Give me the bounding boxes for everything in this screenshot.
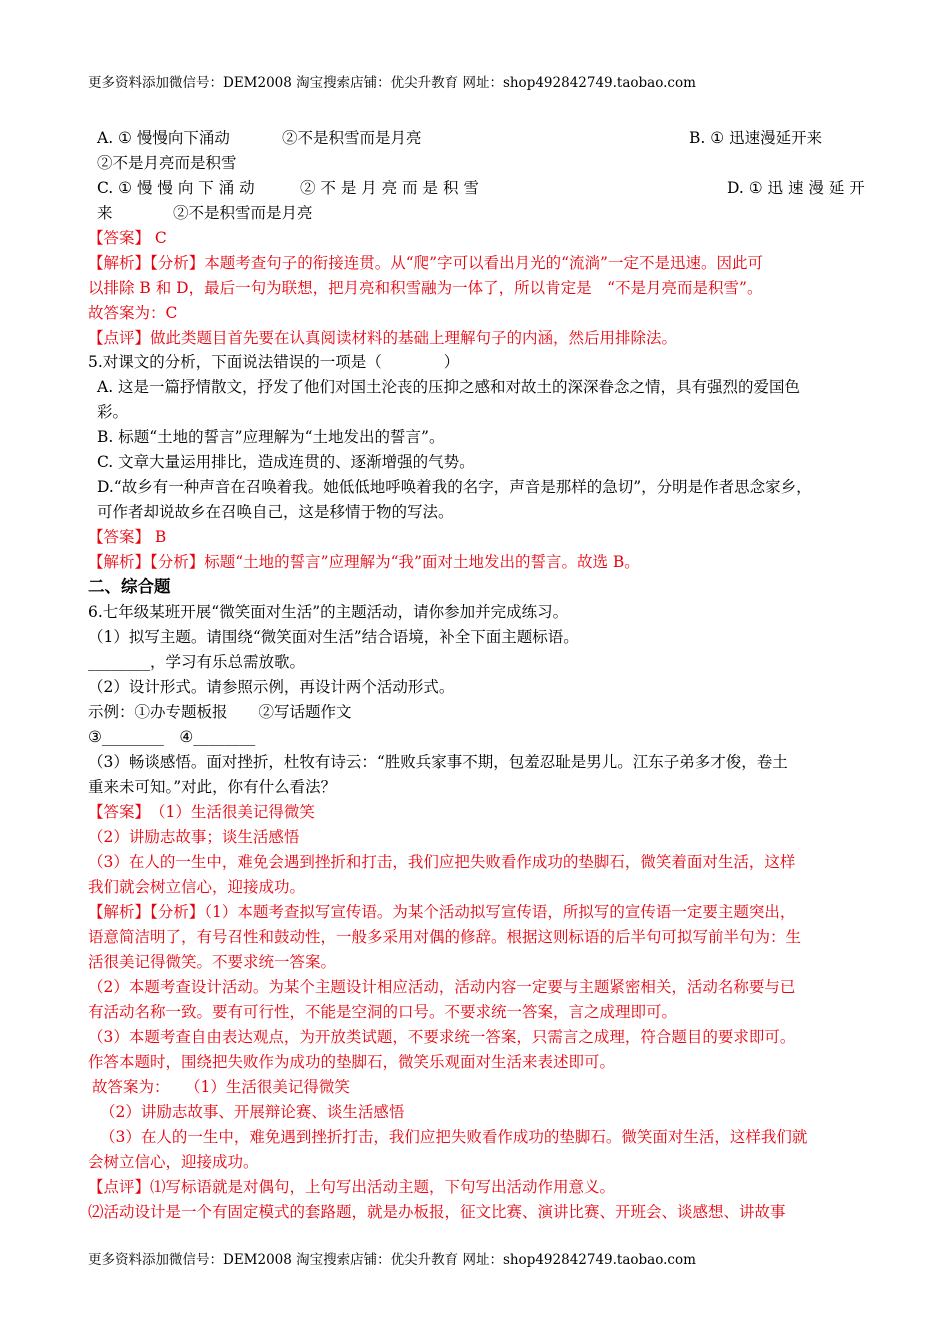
q4-analysis-line2: 以排除 B 和 D，最后一句为联想，把月亮和积雪融为一体了，所以肯定是 “不是月亮而是积雪”。 xyxy=(88,279,763,297)
q6-stem: 6.七年级某班开展“微笑面对生活”的主题活动，请你参加并完成练习。 xyxy=(88,603,569,621)
q6-answer-line3: （3）在人的一生中，难免会遇到挫折和打击，我们应把失败看作成功的垫脚石，微笑着面对生活，这样 xyxy=(88,853,796,871)
q5-option-d-line2: 可作者却说故乡在召唤自己，这是移情于物的写法。 xyxy=(97,503,454,521)
q4-option-a-part2: ②不是积雪而是月亮 xyxy=(282,129,422,147)
q4-analysis-line1: 【解析】【分析】本题考查句子的衔接连贯。从“爬”字可以看出月光的“流淌”一定不是迅速。因此可 xyxy=(88,254,763,272)
q5-option-b: B. 标题“土地的誓言”应理解为“土地发出的誓言”。 xyxy=(97,428,445,446)
q6-part3-line2: 重来未可知。”对此，你有什么看法？ xyxy=(88,778,337,796)
q4-option-d-part3: ②不是积雪而是月亮 xyxy=(173,204,313,222)
q4-option-b: B. ① 迅速漫延开来 xyxy=(689,129,823,147)
q5-analysis: 【解析】【分析】标题“土地的誓言”应理解为“我”面对土地发出的誓言。故选 B。 xyxy=(88,553,640,571)
q6-answer-line4: 我们就会树立信心，迎接成功。 xyxy=(88,878,306,896)
q6-part2: （2）设计形式。请参照示例，再设计两个活动形式。 xyxy=(88,678,455,696)
q6-answer-line2: （2）讲励志故事；谈生活感悟 xyxy=(88,828,300,846)
q4-option-c-part2: ② 不 是 月 亮 而 是 积 雪 xyxy=(300,179,479,197)
q4-option-a: A. ① 慢慢向下涌动 xyxy=(97,129,230,147)
q6-part2-blanks: ③________ ④________ xyxy=(88,728,256,746)
q5-option-a-line1: A. 这是一篇抒情散文，抒发了他们对国土沦丧的压抑之感和对故土的深深眷念之情，具有强烈的爱国色 xyxy=(97,378,801,396)
q6-comment-line1: 【点评】⑴写标语就是对偶句，上句写出活动主题，下句写出活动作用意义。 xyxy=(88,1178,616,1196)
q6-part2-example: 示例：①办专题板报 ②写话题作文 xyxy=(88,703,352,721)
q6-analysis-line3: 活很美记得微笑。不要求统一答案。 xyxy=(88,953,337,971)
q6-final-line3: （3）在人的一生中，难免遇到挫折打击，我们应把失败看作成功的垫脚石。微笑面对生活，这样我们就 xyxy=(100,1128,808,1146)
q6-answer-line1: 【答案】 （1）生活很美记得微笑 xyxy=(88,803,315,821)
q6-part3-line1: （3）畅谈感悟。面对挫折，杜牧有诗云：“胜败兵家事不期，包羞忍耻是男儿。江东子弟多才俊，卷土 xyxy=(88,753,788,771)
q4-option-c: C. ① 慢 慢 向 下 涌 动 xyxy=(97,179,255,197)
q4-final-answer: 故答案为：C xyxy=(88,304,178,322)
page-header: 更多资料添加微信号：DEM2008 淘宝搜索店铺：优尖升教育 网址：shop492842749.taobao.com xyxy=(88,75,696,91)
q6-comment-line2: ⑵活动设计是一个有固定模式的套路题，就是办板报，征文比赛、演讲比赛、开班会、谈感想、讲故事 xyxy=(88,1203,786,1221)
q5-option-c: C. 文章大量运用排比，造成连贯的、逐渐增强的气势。 xyxy=(97,453,475,471)
q4-option-d: D. ① 迅 速 漫 延 开 xyxy=(727,179,865,197)
q4-option-d-part2: 来 xyxy=(97,204,113,222)
q5-option-d-line1: D.“故乡有一种声音在召唤着我。她低低地呼唤着我的名字，声音是那样的急切”，分明是作者思念家乡， xyxy=(97,478,812,496)
q5-stem: 5.对课文的分析，下面说法错误的一项是（ ） xyxy=(88,353,460,371)
q6-final-line4: 会树立信心，迎接成功。 xyxy=(88,1153,259,1171)
q5-option-a-line2: 彩。 xyxy=(97,403,129,421)
q6-analysis-line2: 语意简洁明了，有号召性和鼓动性，一般多采用对偶的修辞。根据这则标语的后半句可拟写前半句为：生 xyxy=(88,928,802,946)
q4-option-b-part2: ②不是月亮而是积雪 xyxy=(97,154,237,172)
q6-analysis-line1: 【解析】【分析】（1）本题考查拟写宣传语。为某个活动拟写宣传语，所拟写的宣传语一定要主题突出， xyxy=(88,903,796,921)
q6-part1-blank: ________，学习有乐总需放歌。 xyxy=(88,653,306,671)
q4-comment: 【点评】做此类题目首先要在认真阅读材料的基础上理解句子的内涵，然后用排除法。 xyxy=(88,329,678,347)
q6-final-line2: （2）讲励志故事、开展辩论赛、谈生活感悟 xyxy=(100,1103,405,1121)
page-footer: 更多资料添加微信号：DEM2008 淘宝搜索店铺：优尖升教育 网址：shop492842749.taobao.com xyxy=(88,1252,696,1268)
q6-part1: （1）拟写主题。请围绕“微笑面对生活”结合语境，补全下面主题标语。 xyxy=(88,628,579,646)
q6-analysis-line4: （2）本题考查设计活动。为某个主题设计相应活动，活动内容一定要与主题紧密相关，活动名称要与已 xyxy=(88,978,796,996)
q6-analysis-line7: 作答本题时，围绕把失败作为成功的垫脚石，微笑乐观面对生活来表述即可。 xyxy=(88,1053,616,1071)
q6-analysis-line6: （3）本题考查自由表达观点，为开放类试题，不要求统一答案，只需言之成理，符合题目的要求即可。 xyxy=(88,1028,796,1046)
section-title: 二、综合题 xyxy=(88,577,171,596)
q5-answer: 【答案】 B xyxy=(88,528,167,546)
q6-analysis-line5: 有活动名称一致。要有可行性，不能是空洞的口号。不要求统一答案，言之成理即可。 xyxy=(88,1003,678,1021)
q4-answer: 【答案】 C xyxy=(88,229,167,247)
q6-final-line1: 故答案为： （1）生活很美记得微笑 xyxy=(92,1078,350,1096)
